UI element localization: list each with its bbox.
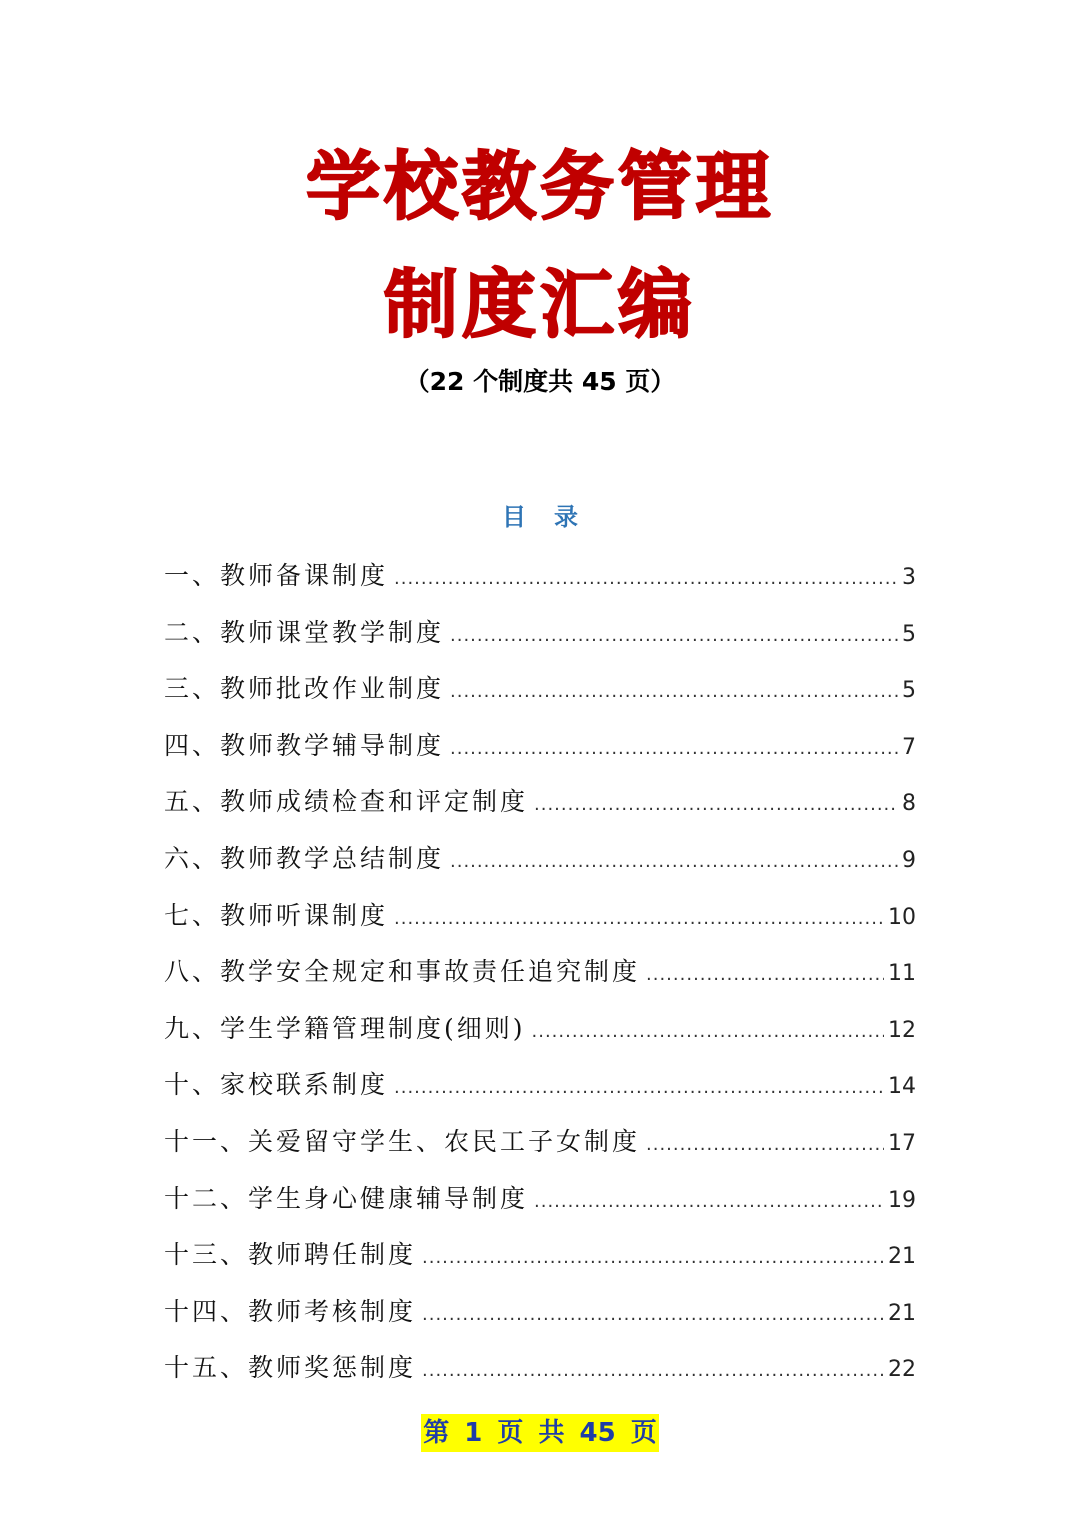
toc-item[interactable]: [164, 724, 916, 781]
toc-item-title: 三、教师批改作业制度: [164, 674, 445, 704]
table-of-contents: [164, 554, 916, 1403]
toc-heading: 目录: [502, 502, 606, 531]
toc-leader-dots: [394, 1066, 884, 1110]
toc-item-page: 7: [902, 734, 916, 760]
toc-leader-dots: [532, 1010, 884, 1054]
document-title-line-1: 学校教务管理: [306, 144, 774, 230]
toc-item-title: 十、家校联系制度: [164, 1070, 389, 1100]
toc-item-title: 二、教师课堂教学制度: [164, 617, 445, 647]
toc-item[interactable]: [164, 837, 916, 894]
toc-item[interactable]: [164, 1063, 916, 1120]
toc-item-title: 一、教师备课制度: [164, 561, 389, 590]
toc-leader-dots: [422, 1293, 884, 1337]
toc-item-page: 8: [902, 791, 916, 817]
toc-item-title: 十一、关爱留守学生、农民工子女制度: [164, 1126, 641, 1156]
toc-item[interactable]: [164, 1120, 916, 1177]
toc-item[interactable]: [164, 1233, 916, 1290]
toc-leader-dots: [646, 953, 884, 997]
page-number-label: 第 1 页 共 45 页: [421, 1414, 659, 1452]
toc-item-title: 五、教师成绩检查和评定制度: [164, 787, 529, 817]
document-subtitle: （22 个制度共 45 页）: [404, 367, 676, 396]
toc-item-page: 21: [888, 1300, 916, 1326]
document-title-line-2: 制度汇编: [384, 262, 696, 348]
toc-leader-dots: [422, 1236, 884, 1280]
toc-leader-dots: [394, 897, 884, 941]
toc-item-title: 十三、教师聘任制度: [164, 1240, 417, 1270]
toc-item-title: 十四、教师考核制度: [164, 1296, 417, 1326]
toc-item[interactable]: [164, 611, 916, 668]
toc-item-page: 5: [902, 678, 916, 704]
toc-item-title: 十二、学生身心健康辅导制度: [164, 1183, 529, 1213]
toc-item-title: 十五、教师奖惩制度: [164, 1353, 417, 1383]
toc-leader-dots: [394, 557, 898, 601]
toc-item[interactable]: [164, 950, 916, 1007]
toc-leader-dots: [422, 1349, 884, 1393]
toc-leader-dots: [534, 783, 898, 827]
toc-leader-dots: [534, 1180, 884, 1224]
toc-item[interactable]: [164, 554, 916, 611]
toc-item[interactable]: [164, 667, 916, 724]
toc-item-page: 22: [888, 1357, 916, 1383]
toc-item-page: 17: [888, 1130, 916, 1156]
toc-item-title: 七、教师听课制度: [164, 900, 389, 930]
toc-item-title: 六、教师教学总结制度: [164, 843, 445, 873]
toc-item-page: 3: [902, 565, 916, 590]
toc-item-page: 14: [888, 1074, 916, 1100]
toc-leader-dots: [450, 727, 898, 771]
toc-leader-dots: [450, 840, 898, 884]
toc-item-title: 四、教师教学辅导制度: [164, 730, 445, 760]
toc-item[interactable]: [164, 1346, 916, 1403]
toc-item-page: 11: [888, 961, 916, 987]
toc-item-page: 21: [888, 1244, 916, 1270]
toc-item-page: 9: [902, 847, 916, 873]
toc-item-title: 九、学生学籍管理制度(细则): [164, 1013, 526, 1043]
toc-item[interactable]: [164, 780, 916, 837]
toc-item[interactable]: [164, 1290, 916, 1347]
toc-item-page: 12: [888, 1017, 916, 1043]
toc-item-page: 10: [888, 904, 916, 930]
toc-item-page: 19: [888, 1187, 916, 1213]
toc-leader-dots: [646, 1123, 884, 1167]
toc-item[interactable]: [164, 1177, 916, 1234]
toc-leader-dots: [450, 670, 898, 714]
page-footer: [0, 1414, 1080, 1452]
toc-item-page: 5: [902, 621, 916, 647]
toc-item[interactable]: [164, 1007, 916, 1064]
toc-item-title: 八、教学安全规定和事故责任追究制度: [164, 957, 641, 987]
toc-item[interactable]: [164, 894, 916, 951]
toc-leader-dots: [450, 614, 898, 658]
